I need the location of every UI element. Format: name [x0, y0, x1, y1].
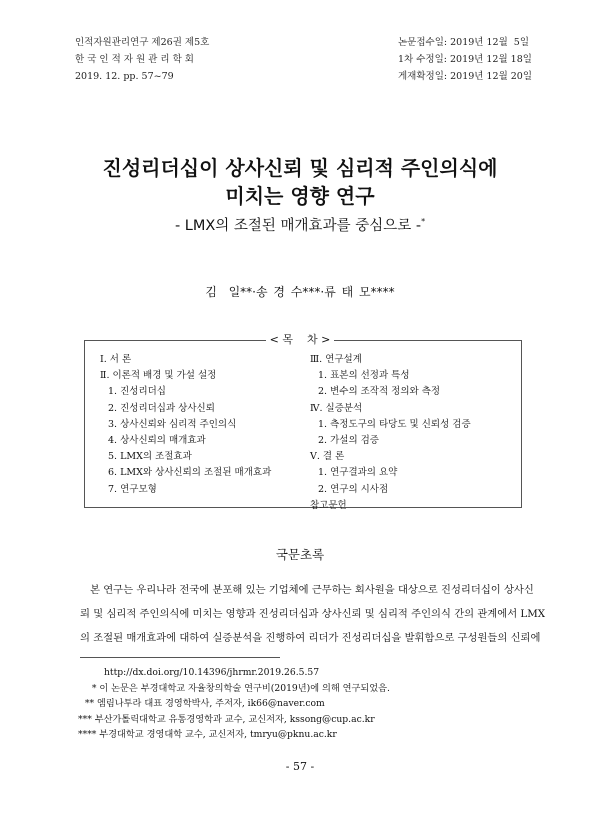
- toc-left-column: [100, 352, 271, 498]
- abstract-line: 본 연구는 우리나라 전국에 분포해 있는 기업체에 근무하는 회사원을 대상으로 진성리더십이 상사신: [90, 584, 534, 596]
- toc-item: Ⅰ. 서 론: [100, 354, 132, 365]
- subtitle-footnote-mark: *: [421, 217, 426, 227]
- paper-title-line1: 진성리더십이 상사신뢰 및 심리적 주인의식에: [102, 156, 498, 180]
- toc-item: 1. 연구결과의 요약: [318, 467, 398, 479]
- toc-item: 1. 측정도구의 타당도 및 신뢰성 검증: [318, 418, 471, 430]
- subtitle-text: - LMX의 조절된 매개효과를 중심으로 -: [174, 218, 422, 234]
- journal-issue: 2019. 12. pp. 57~79: [75, 71, 174, 82]
- paper-title-line2: 미치는 영향 연구: [225, 184, 375, 208]
- toc-item: 7. 연구모형: [108, 483, 157, 495]
- footnote-author3: **** 부경대학교 경영대학 교수, 교신저자, tmryu@pknu.ac.kr: [78, 729, 337, 740]
- toc-item: 1. 표본의 선정과 특성: [318, 370, 410, 382]
- toc-item: 6. LMX와 상사신뢰의 조절된 매개효과: [108, 467, 272, 479]
- author-list: 김 일**·송 경 수***·류 태 모****: [205, 285, 395, 299]
- journal-society: 한 국 인 적 자 원 관 리 학 회: [75, 54, 194, 65]
- footnotes: [78, 665, 390, 743]
- doi-link[interactable]: http://dx.doi.org/10.14396/jhrmr.2019.26.5.57: [104, 667, 320, 678]
- paper-dates: [398, 34, 532, 85]
- abstract-heading: 국문초록: [275, 547, 325, 562]
- toc-item: Ⅱ. 이론적 배경 및 가설 설정: [100, 370, 217, 382]
- footnote-author1: ** 엠림나투라 대표 경영학박사, 주저자, ik66@naver.com: [82, 698, 325, 709]
- toc-item: Ⅳ. 실증분석: [310, 402, 363, 414]
- date-accepted: 게재확정일: 2019년 12월 20일: [398, 71, 533, 82]
- toc-heading: < 목 차 >: [0, 331, 600, 347]
- abstract-line: 의 조절된 매개효과에 대하여 실증분석을 진행하여 리더가 진성리더십을 발휘함으로 구성원들의 신뢰에: [80, 632, 541, 644]
- toc-item: 2. 변수의 조작적 정의와 측정: [318, 386, 441, 398]
- toc-item: 2. 연구의 시사점: [318, 483, 389, 495]
- footnote-author2: *** 부산가톨릭대학교 유통경영학과 교수, 교신저자, kssong@cup.ac.kr: [78, 713, 375, 725]
- footnote-divider: [80, 657, 280, 658]
- date-received: 논문접수일: 2019년 12월 5일: [398, 37, 530, 48]
- footnote-funding: * 이 논문은 부경대학교 자율창의학술 연구비(2019년)에 의해 연구되었음.: [86, 682, 390, 694]
- toc-item: 5. LMX의 조절효과: [108, 451, 192, 463]
- journal-info: [75, 34, 209, 85]
- journal-name: 인적자원관리연구 제26권 제5호: [75, 37, 210, 48]
- abstract-body: [80, 578, 546, 650]
- toc-item: 1. 진성리더십: [108, 386, 166, 398]
- toc-item: Ⅲ. 연구설계: [310, 354, 362, 365]
- abstract-line: 뢰 및 심리적 주인의식에 미치는 영향과 진성리더십과 상사신뢰 및 심리적 주인의식 간의 관계에서 LMX: [80, 608, 546, 620]
- toc-item: 4. 상사신뢰의 매개효과: [108, 435, 206, 447]
- toc-item: 참고문헌: [310, 499, 347, 511]
- toc-item: 2. 가설의 검증: [318, 435, 379, 447]
- toc-item: Ⅴ. 결 론: [310, 451, 345, 463]
- paper-subtitle: [0, 214, 600, 235]
- page-number: - 57 -: [285, 760, 315, 773]
- toc-item: 3. 상사신뢰와 심리적 주인의식: [108, 418, 237, 430]
- toc-right-column: [310, 352, 471, 514]
- toc-item: 2. 진성리더십과 상사신뢰: [108, 402, 215, 414]
- date-revised: 1차 수정일: 2019년 12월 18일: [398, 54, 532, 65]
